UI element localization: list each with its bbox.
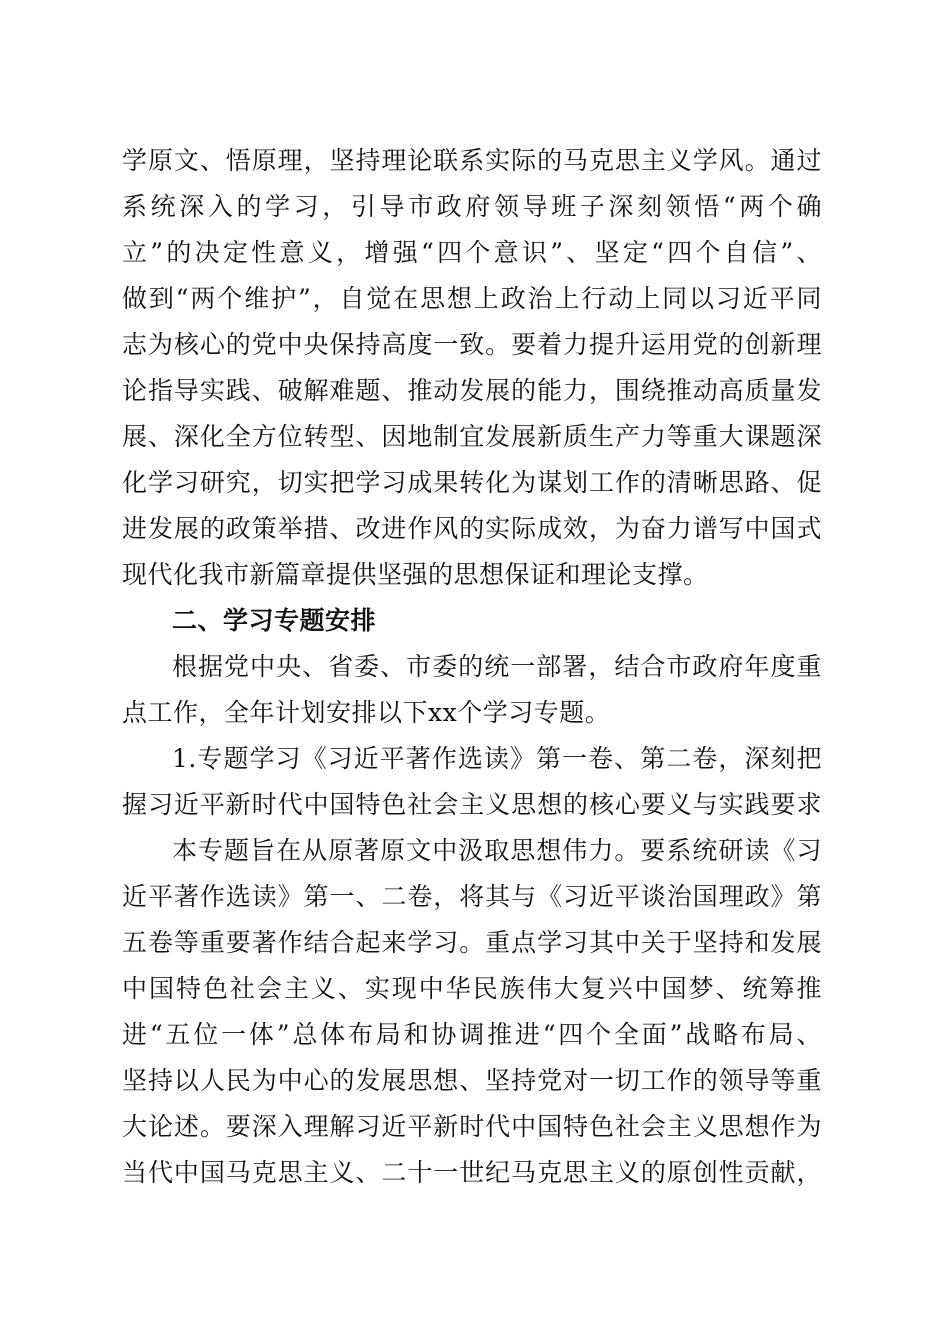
text-line: 近平著作选读》第一、二卷，将其与《习近平谈治国理政》第 <box>122 882 822 911</box>
text-line: 五卷等重要著作结合起来学习。重点学习其中关于坚持和发展 <box>122 928 822 957</box>
text-line: 大论述。要深入理解习近平新时代中国特色社会主义思想作为 <box>122 1112 822 1141</box>
text-line: 做到“两个维护”，自觉在思想上政治上行动上同以习近平同 <box>122 284 822 313</box>
subsection-title: 握习近平新时代中国特色社会主义思想的核心要义与实践要求 <box>122 790 822 819</box>
text-line: 现代化我市新篇章提供坚强的思想保证和理论支撑。 <box>122 560 709 589</box>
text-line: 当代中国马克思主义、二十一世纪马克思主义的原创性贡献， <box>122 1158 822 1187</box>
text-line: 本专题旨在从原著原文中汲取思想伟力。要系统研读《习 <box>172 836 822 865</box>
text-line: 展、深化全方位转型、因地制宜发展新质生产力等重大课题深 <box>122 422 822 451</box>
text-line: 论指导实践、破解难题、推动发展的能力，围绕推动高质量发 <box>122 376 822 405</box>
text-line: 坚持以人民为中心的发展思想、坚持党对一切工作的领导等重 <box>122 1066 822 1095</box>
text-line: 点工作，全年计划安排以下xx个学习专题。 <box>122 698 611 727</box>
text-line: 志为核心的党中央保持高度一致。要着力提升运用党的创新理 <box>122 330 822 359</box>
text-line: 系统深入的学习，引导市政府领导班子深刻领悟“两个确 <box>122 192 822 221</box>
text-line: 根据党中央、省委、市委的统一部署，结合市政府年度重 <box>172 652 822 681</box>
text-line: 进“五位一体”总体布局和协调推进“四个全面”战略布局、 <box>122 1020 822 1049</box>
text-line: 化学习研究，切实把学习成果转化为谋划工作的清晰思路、促 <box>122 468 822 497</box>
text-line: 中国特色社会主义、实现中华民族伟大复兴中国梦、统筹推 <box>122 974 822 1003</box>
text-line: 进发展的政策举措、改进作风的实际成效，为奋力谱写中国式 <box>122 514 822 543</box>
subsection-title: 1.专题学习《习近平著作选读》第一卷、第二卷，深刻把 <box>172 744 822 773</box>
text-line: 立”的决定性意义，增强“四个意识”、坚定“四个自信”、 <box>122 238 822 267</box>
text-line: 学原文、悟原理，坚持理论联系实际的马克思主义学风。通过 <box>122 146 822 175</box>
section-heading: 二、学习专题安排 <box>172 606 377 635</box>
